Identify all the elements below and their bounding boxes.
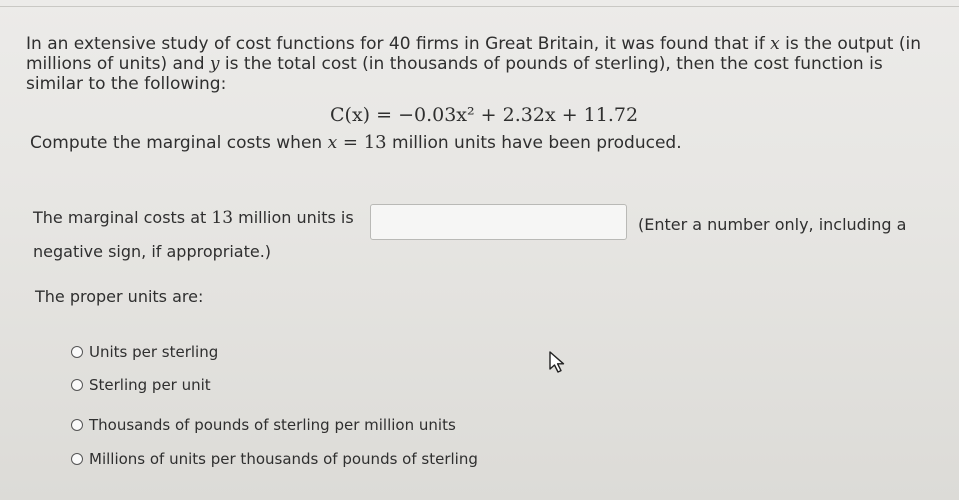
intro-line-2 — [26, 54, 946, 74]
marginal-cost-input[interactable] — [370, 204, 627, 240]
intro-text-1-end: is the output (in — [779, 34, 921, 54]
radio-button[interactable] — [71, 346, 83, 358]
answer-hint-line-1: (Enter a number only, including a — [638, 215, 907, 234]
answer-label-value: 13 — [211, 208, 234, 228]
intro-line-1 — [26, 34, 946, 54]
intro-text-1: In an extensive study of cost functions for 40 firms in Great Britain, it was found that if — [26, 34, 771, 54]
radio-button[interactable] — [71, 419, 83, 431]
problem-intro — [26, 34, 946, 94]
intro-text-2: millions of units) and — [26, 54, 210, 74]
units-option-label: Millions of units per thousands of pounds of sterling — [89, 450, 478, 468]
answer-hint-line-2: negative sign, if appropriate.) — [33, 242, 272, 261]
units-option-3[interactable] — [71, 416, 456, 434]
mouse-pointer-icon — [548, 350, 568, 374]
question-text — [30, 132, 682, 153]
cost-function-formula: C(x) = −0.03x² + 2.32x + 11.72 — [330, 104, 639, 126]
units-option-2[interactable] — [71, 376, 211, 394]
answer-label-end: million units is — [233, 208, 354, 227]
answer-label — [33, 208, 354, 228]
intro-text-2-end: is the total cost (in thousands of pounds of sterling), then the cost function is — [219, 54, 883, 74]
question-start: Compute the marginal costs when — [30, 133, 328, 153]
intro-line-3: similar to the following: — [26, 74, 227, 94]
units-option-label: Sterling per unit — [89, 376, 211, 394]
units-option-label: Units per sterling — [89, 343, 219, 361]
variable-y: y — [209, 54, 220, 74]
question-variable: x — [327, 133, 338, 153]
units-option-4[interactable] — [71, 450, 478, 468]
units-option-1[interactable] — [71, 343, 218, 361]
question-end: million units have been produced. — [386, 133, 682, 153]
variable-x: x — [770, 34, 780, 54]
radio-button[interactable] — [71, 453, 83, 465]
top-divider — [0, 6, 959, 7]
units-label: The proper units are: — [35, 287, 204, 306]
radio-button[interactable] — [71, 379, 83, 391]
units-option-label: Thousands of pounds of sterling per million units — [89, 416, 456, 434]
answer-label-start: The marginal costs at — [33, 208, 212, 227]
question-value: = 13 — [337, 132, 387, 153]
